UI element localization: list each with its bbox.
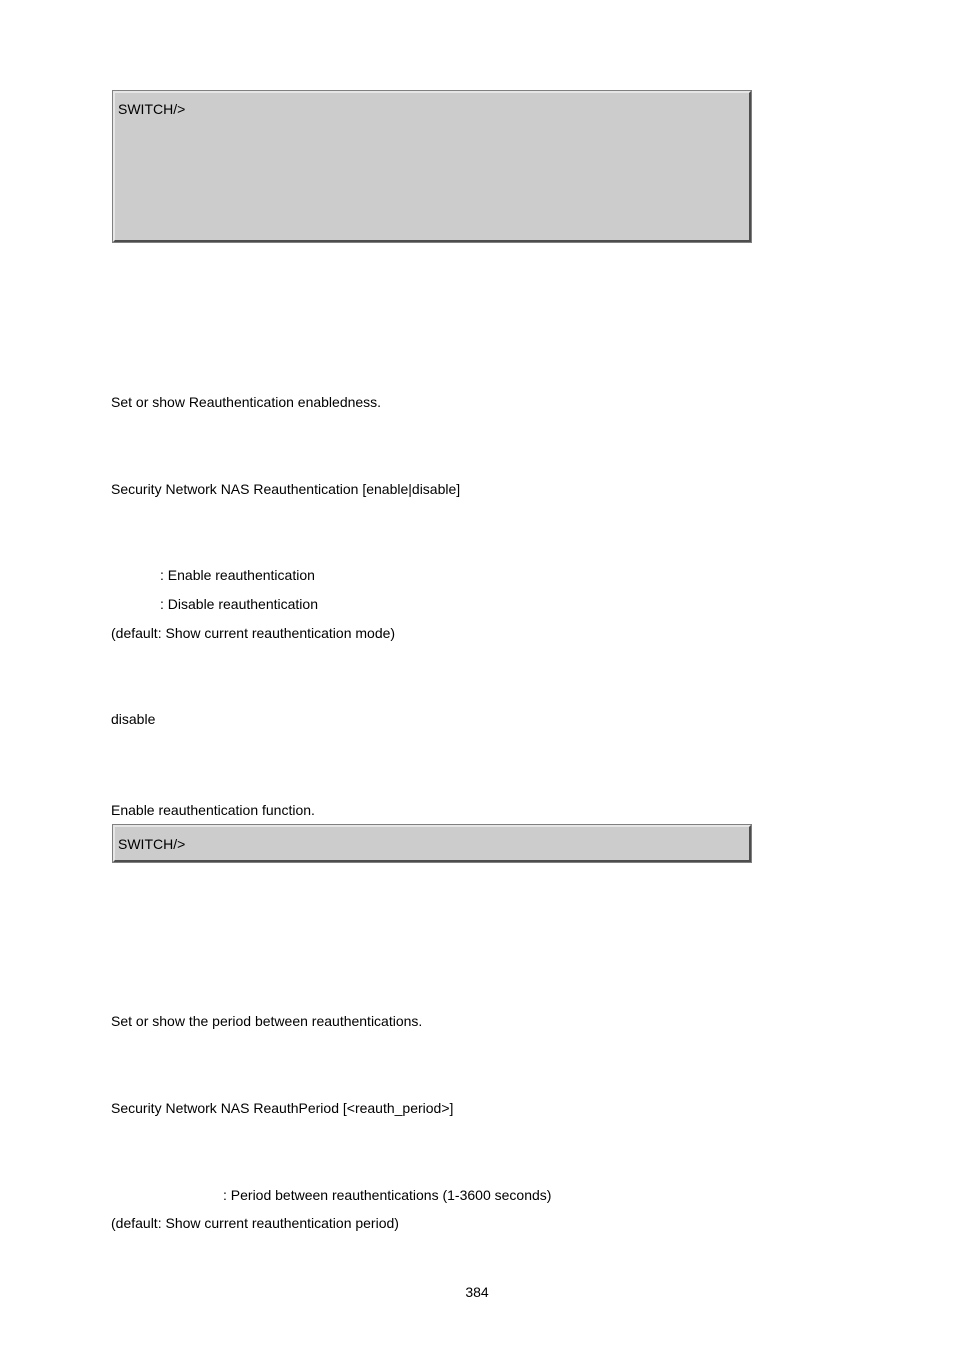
reauth-period-param: : Period between reauthentications (1-3600 seconds) [223,1187,552,1203]
reauth-period-description: Set or show the period between reauthentications. [111,1013,423,1029]
reauth-period-default: (default: Show current reauthentication period) [111,1215,399,1231]
console-example-box [113,825,751,862]
console-prompt: SWITCH/> [118,836,186,852]
reauth-example-description: Enable reauthentication function. [111,802,315,818]
console-prompt: SWITCH/> [118,101,186,117]
reauth-param-enable: : Enable reauthentication [160,567,315,583]
reauth-period-syntax: Security Network NAS ReauthPeriod [<reauth_period>] [111,1100,454,1116]
reauth-description: Set or show Reauthentication enabledness. [111,394,382,410]
reauth-param-disable: : Disable reauthentication [160,596,318,612]
reauth-syntax: Security Network NAS Reauthentication [enable|disable] [111,481,461,497]
page-number: 384 [465,1284,489,1300]
reauth-default-value: disable [111,711,156,727]
console-output-box [113,91,751,242]
reauth-default: (default: Show current reauthentication mode) [111,625,396,641]
